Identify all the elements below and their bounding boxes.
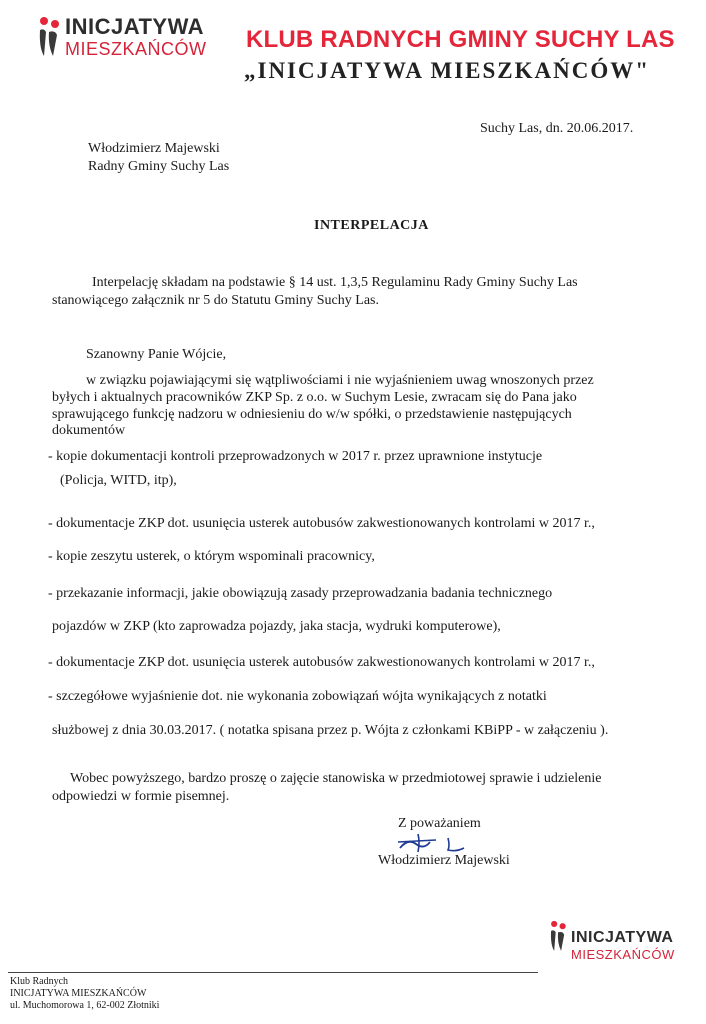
footer-logo-line2: MIESZKAŃCÓW xyxy=(571,947,675,962)
footer-address xyxy=(10,976,159,1012)
intro-line1: Interpelację składam na podstawie § 14 ust. 1,3,5 Regulaminu Rady Gminy Suchy Las xyxy=(92,275,578,290)
paragraph-line3: sprawującego funkcję nadzoru w odniesieniu do w/w spółki, o przedstawienie następujących xyxy=(52,407,572,422)
footer-divider xyxy=(8,972,538,973)
footer-line1: Klub Radnych xyxy=(10,976,69,987)
list-item: - przekazanie informacji, jakie obowiązują zasady przeprowadzania badania technicznego xyxy=(48,586,553,601)
regards: Z poważaniem xyxy=(398,816,481,831)
club-subtitle: „INICJATYWA MIESZKAŃCÓW" xyxy=(244,58,651,83)
list-item: - dokumentacje ZKP dot. usunięcia usterek autobusów zakwestionowanych kontrolami w 2017 r., xyxy=(48,516,595,531)
footer-logo xyxy=(548,920,675,961)
logo-people-icon xyxy=(36,16,62,56)
paragraph-line1: w związku pojawiającymi się wątpliwościami i nie wyjaśnieniem uwag wnoszonych przez xyxy=(86,373,594,388)
sender-role: Radny Gminy Suchy Las xyxy=(88,159,230,174)
closing-line1: Wobec powyższego, bardzo proszę o zajęcie stanowiska w przedmiotowej sprawie i udzielenie xyxy=(70,771,602,786)
logo-line2: MIESZKAŃCÓW xyxy=(65,39,207,59)
list-item: - kopie dokumentacji kontroli przeprowadzonych w 2017 r. przez uprawnione instytucje xyxy=(48,449,543,464)
footer-line2: INICJATYWA MIESZKAŃCÓW xyxy=(10,988,147,999)
closing-line2: odpowiedzi w formie pisemnej. xyxy=(52,789,230,804)
club-name: KLUB RADNYCH GMINY SUCHY LAS xyxy=(246,26,675,53)
salutation: Szanowny Panie Wójcie, xyxy=(86,347,227,362)
document-title: INTERPELACJA xyxy=(314,218,429,233)
list-item: - kopie zeszytu usterek, o którym wspominali pracownicy, xyxy=(48,549,375,564)
footer-logo-line1: INICJATYWA xyxy=(571,929,674,946)
intro-line2: stanowiącego załącznik nr 5 do Statutu Gminy Suchy Las. xyxy=(52,293,379,308)
logo-people-icon xyxy=(548,920,568,954)
footer-line3: ul. Muchomorowa 1, 62-002 Złotniki xyxy=(10,1000,160,1011)
place-date: Suchy Las, dn. 20.06.2017. xyxy=(480,121,634,136)
logo-line1: INICJATYWA xyxy=(65,14,205,39)
paragraph-line4: dokumentów xyxy=(52,423,126,438)
paragraph-line2: byłych i aktualnych pracowników ZKP Sp. z o.o. w Suchym Lesie, zwracam się do Pana jako xyxy=(52,390,577,405)
list-item: - szczegółowe wyjaśnienie dot. nie wykonania zobowiązań wójta wynikających z notatki xyxy=(48,689,547,704)
signature-name: Włodzimierz Majewski xyxy=(378,853,510,868)
list-item-continuation: pojazdów w ZKP (kto zaprowadza pojazdy, jaka stacja, wydruki komputerowe), xyxy=(52,619,501,634)
list-item-continuation: służbowej z dnia 30.03.2017. ( notatka spisana przez p. Wójta z członkami KBiPP - w załączeniu ). xyxy=(52,723,609,738)
list-item-continuation: (Policja, WITD, itp), xyxy=(60,473,177,488)
logo xyxy=(36,16,207,58)
sender-name: Włodzimierz Majewski xyxy=(88,141,220,156)
list-item: - dokumentacje ZKP dot. usunięcia usterek autobusów zakwestionowanych kontrolami w 2017 r., xyxy=(48,655,595,670)
